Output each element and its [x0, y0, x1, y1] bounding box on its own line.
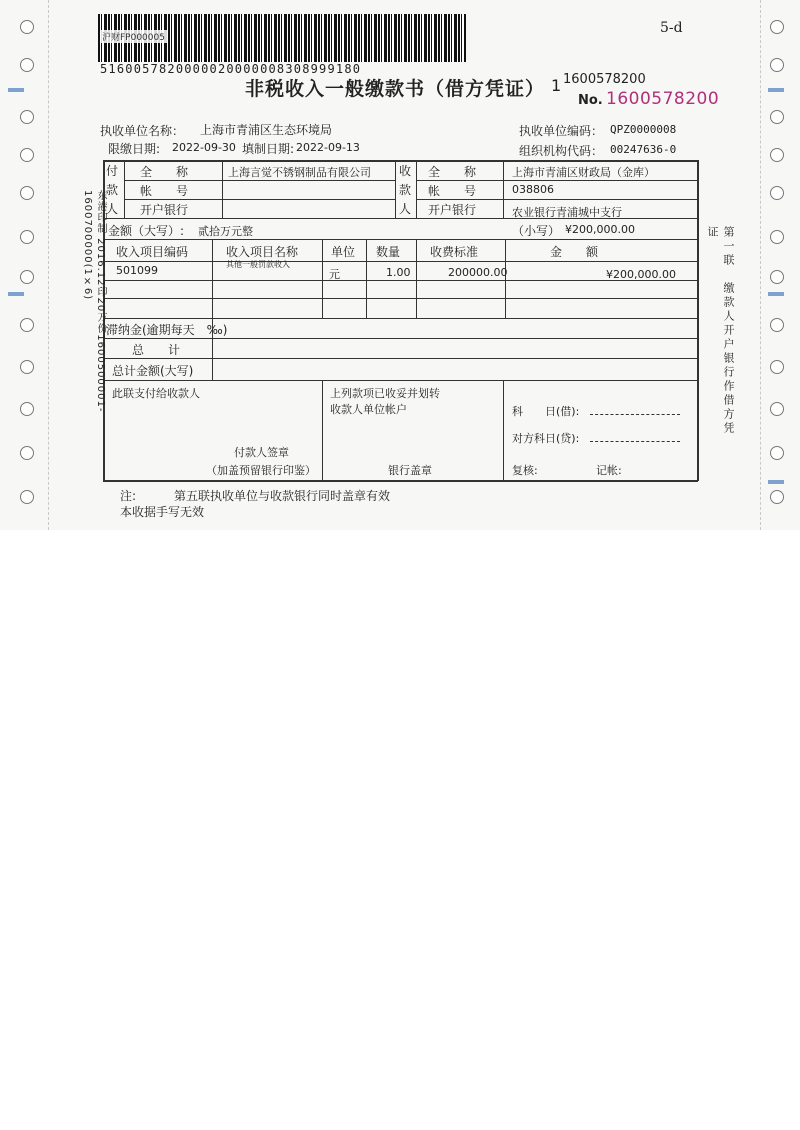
fill-date-label: 填制日期:	[242, 142, 295, 156]
items-header-code: 收入项目编码	[116, 245, 189, 259]
debit-line	[590, 404, 680, 415]
serial-small: 1600578200	[563, 72, 646, 87]
barcode-number: 5160057820000020000008308999180	[100, 62, 362, 76]
items-header-name: 收入项目名称	[226, 245, 299, 259]
payee-bank-label: 开户银行	[428, 203, 477, 217]
payee-name-value: 上海市青浦区财政局（金库）	[512, 166, 655, 179]
payee-side-label: 收款人	[399, 164, 412, 216]
bank-seal-note: （加盖预留银行印鉴）	[206, 464, 316, 477]
payer-signature-label: 付款人签章	[234, 446, 289, 459]
item-unit: 元	[329, 268, 340, 281]
unit-code-label: 执收单位编码：	[519, 124, 604, 138]
footnote-2: 本收据手写无效	[120, 505, 205, 519]
middle-note-1: 上列款项已收妥并划转	[330, 387, 440, 400]
org-code-label: 组织机构代码：	[519, 144, 604, 158]
bookkeeper-label: 记帐:	[596, 464, 622, 477]
item-standard: 200000.00	[448, 266, 508, 279]
right-perforation-strip	[764, 0, 790, 530]
payee-account-label: 帐 号	[428, 184, 477, 198]
right-perforation-line	[760, 0, 761, 530]
credit-label: 对方科日(贷):	[512, 432, 580, 445]
payer-side-label: 付款人	[106, 164, 119, 216]
left-note: 此联支付给收款人	[112, 387, 200, 400]
payee-bank-value: 农业银行青浦城中支行	[512, 206, 622, 219]
deadline-value: 2022-09-30	[172, 141, 236, 154]
item-name: 其他一般罚款收入	[226, 260, 290, 269]
fill-date-value: 2022-09-13	[296, 141, 360, 154]
amount-upper-value: 贰拾万元整	[198, 225, 253, 238]
items-header-unit: 单位	[331, 245, 356, 259]
registration-mark	[8, 88, 24, 92]
left-perforation-strip	[14, 0, 40, 530]
total-label: 总 计	[132, 343, 181, 357]
total-upper-label: 总计金额(大写)	[112, 364, 194, 378]
payer-bank-label: 开户银行	[140, 203, 189, 217]
amount-upper-label: 金额（大写）:	[108, 224, 185, 238]
serial-number: 1600578200	[606, 89, 720, 109]
corner-code: 5-d	[660, 20, 683, 36]
barcode-overlay-text: 沪财FP000005	[100, 30, 167, 43]
item-qty: 1.00	[386, 266, 411, 279]
items-header-amount: 金 额	[550, 245, 599, 259]
late-fee-label: 滞纳金(逾期每天 ‰)	[106, 323, 228, 337]
registration-mark	[768, 480, 784, 484]
right-vertical-copy-text: 第一联 缴款人开户银行作借方凭证	[706, 226, 735, 436]
credit-line	[590, 431, 680, 442]
payer-name-value: 上海言觉不锈钢制品有限公司	[228, 166, 371, 179]
org-code-value: 00247636-0	[610, 143, 677, 156]
left-vertical-print-text: 东港印制 2016.12印20万份1600500001-1600700000(1×6)	[82, 190, 106, 413]
item-code: 501099	[116, 264, 158, 277]
item-amount: ¥200,000.00	[606, 268, 676, 281]
payee-account-value: 038806	[512, 183, 554, 196]
items-header-standard: 收费标准	[430, 245, 479, 259]
items-header-qty: 数量	[376, 245, 401, 259]
footnote-label: 注:	[120, 489, 137, 503]
registration-mark	[768, 292, 784, 296]
review-label: 复核:	[512, 464, 538, 477]
registration-mark	[8, 292, 24, 296]
form-copy-number: 1	[551, 76, 562, 95]
unit-code-value: QPZ0000008	[610, 123, 677, 136]
document-title: 非税收入一般缴款书（借方凭证）	[245, 78, 546, 100]
deadline-label: 限缴日期:	[108, 142, 161, 156]
registration-mark	[768, 88, 784, 92]
payer-account-label: 帐 号	[140, 184, 189, 198]
footnote-1: 第五联执收单位与收款银行同时盖章有效	[174, 489, 391, 503]
amount-lower-value: ¥200,000.00	[565, 223, 635, 236]
debit-label: 科 日(借):	[512, 405, 580, 418]
collecting-unit-label: 执收单位名称：	[100, 124, 185, 138]
collecting-unit-value: 上海市青浦区生态环境局	[200, 123, 333, 137]
serial-prefix: No.	[578, 93, 603, 108]
amount-lower-label: （小写）	[512, 224, 561, 238]
payee-name-label: 全 称	[428, 165, 477, 179]
middle-note-2: 收款人单位帐户	[330, 403, 407, 416]
left-perforation-line	[48, 0, 49, 530]
payer-name-label: 全 称	[140, 165, 189, 179]
scanned-form-sheet	[0, 0, 800, 530]
bank-seal-label: 银行盖章	[388, 464, 432, 477]
